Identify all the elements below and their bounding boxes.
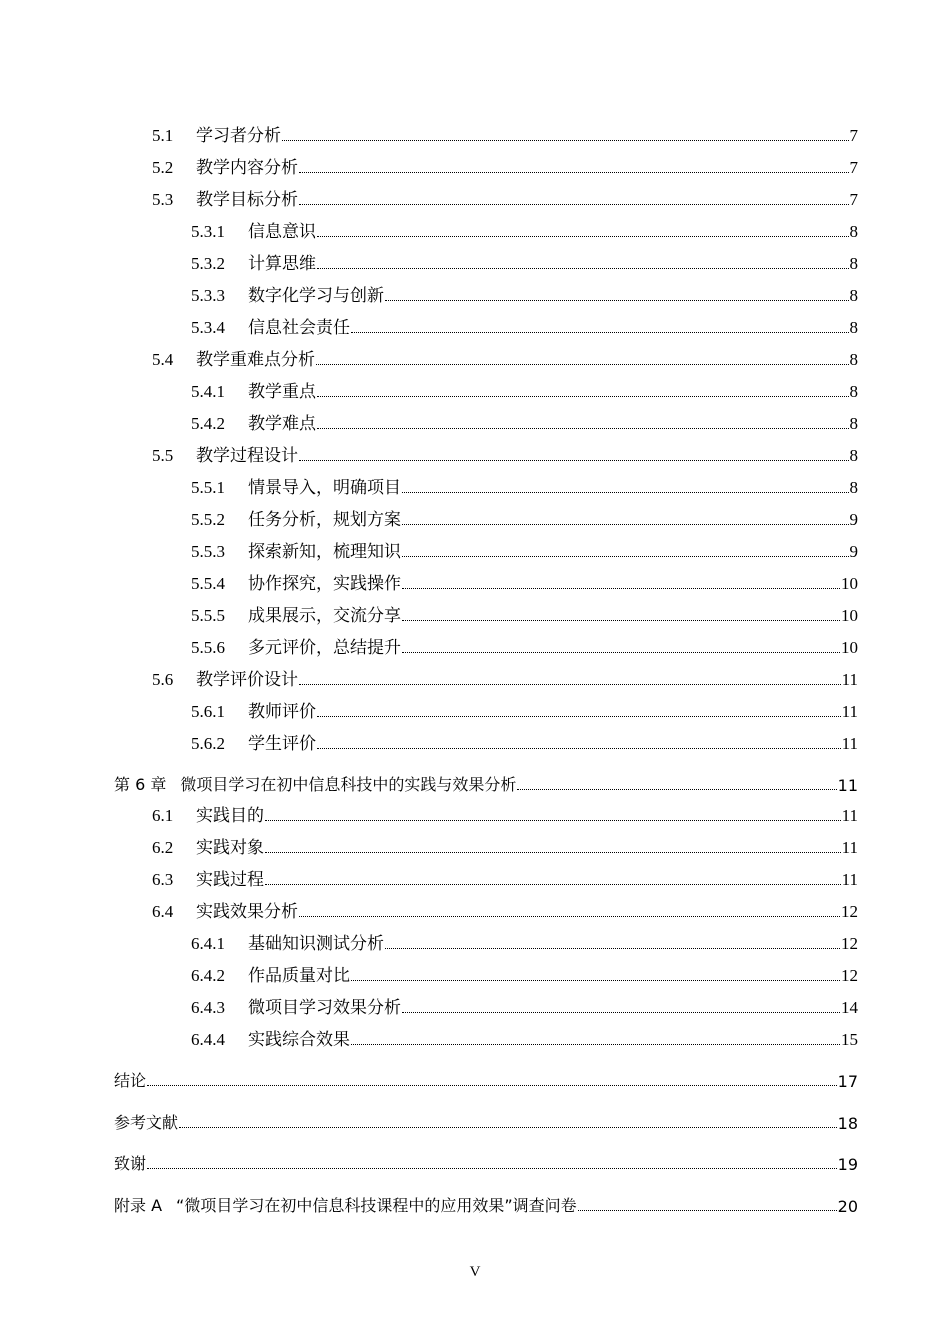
toc-entry[interactable] <box>0 248 950 274</box>
dot-leader <box>265 884 841 885</box>
toc-entry-page-number: 8 <box>849 446 858 465</box>
toc-entry-text <box>0 377 316 402</box>
toc-entry-text <box>0 153 298 178</box>
toc-entry-page-number: 11 <box>841 870 858 889</box>
toc-entry-number: 6.3 <box>152 870 174 889</box>
toc-entry[interactable] <box>0 1190 950 1216</box>
toc-entry[interactable] <box>0 696 950 722</box>
toc-entry-title: “微项目学习在初中信息科技课程中的应用效果”调查问卷 <box>176 1196 577 1215</box>
toc-entry[interactable] <box>0 992 950 1018</box>
toc-entry-text <box>0 313 350 338</box>
toc-entry-title: 实践对象 <box>196 838 264 857</box>
toc-entry-text <box>0 833 264 858</box>
dot-leader <box>317 716 841 717</box>
toc-entry-text <box>0 633 401 658</box>
toc-entry-number: 6.4.4 <box>191 1030 225 1049</box>
toc-entry-text <box>0 993 401 1018</box>
dot-leader <box>265 852 841 853</box>
toc-entry-page-number: 14 <box>841 998 858 1017</box>
toc-entry-number: 5.2 <box>152 158 174 177</box>
toc-entry-page-number: 7 <box>849 126 858 145</box>
toc-entry-title: 教学过程设计 <box>196 446 298 465</box>
dot-leader <box>402 588 840 589</box>
dot-leader <box>317 748 841 749</box>
toc-entry-text <box>0 345 315 370</box>
toc-entry-title: 致谢 <box>114 1154 147 1173</box>
toc-entry-text <box>0 961 350 986</box>
toc-entry-page-number: 8 <box>849 414 858 433</box>
toc-entry[interactable] <box>0 769 950 795</box>
toc-entry-title: 微项目学习效果分析 <box>248 998 401 1017</box>
dot-leader <box>147 1085 837 1086</box>
toc-entry[interactable] <box>0 216 950 242</box>
toc-entry-text <box>0 801 264 826</box>
toc-entry-number: 5.5.5 <box>191 606 225 625</box>
toc-entry-title: 学生评价 <box>248 734 316 753</box>
toc-entry[interactable] <box>0 800 950 826</box>
toc-entry[interactable] <box>0 664 950 690</box>
dot-leader <box>385 948 840 949</box>
dot-leader <box>578 1210 837 1211</box>
toc-entry-title: 数字化学习与创新 <box>248 286 384 305</box>
toc-entry-title: 教师评价 <box>248 702 316 721</box>
dot-leader <box>402 652 840 653</box>
toc-entry-number: 5.1 <box>152 126 174 145</box>
dot-leader <box>402 1012 840 1013</box>
toc-entry-number: 5.5.3 <box>191 542 225 561</box>
toc-entry[interactable] <box>0 864 950 890</box>
toc-entry[interactable] <box>0 568 950 594</box>
dot-leader <box>299 172 849 173</box>
toc-entry-number: 5.4 <box>152 350 174 369</box>
toc-entry-number: 5.3.4 <box>191 318 225 337</box>
dot-leader <box>316 364 849 365</box>
toc-entry-title: 教学重难点分析 <box>196 350 315 369</box>
toc-entry-number: 5.3 <box>152 190 174 209</box>
toc-entry-page-number: 9 <box>849 510 858 529</box>
toc-entry[interactable] <box>0 1024 950 1050</box>
toc-entry-number: 5.6 <box>152 670 174 689</box>
toc-entry-title: 教学重点 <box>248 382 316 401</box>
toc-entry-number: 5.3.3 <box>191 286 225 305</box>
toc-entry[interactable] <box>0 832 950 858</box>
toc-entry-text <box>0 409 316 434</box>
toc-entry-number: 第 6 章 <box>114 775 167 794</box>
toc-entry[interactable] <box>0 1065 950 1091</box>
toc-entry[interactable] <box>0 120 950 146</box>
toc-entry[interactable] <box>0 632 950 658</box>
toc-entry[interactable] <box>0 600 950 626</box>
toc-entry-title: 协作探究，实践操作 <box>248 574 401 593</box>
toc-entry-text <box>0 772 516 795</box>
dot-leader <box>179 1127 837 1128</box>
toc-entry[interactable] <box>0 344 950 370</box>
toc-entry-text <box>0 665 298 690</box>
dot-leader <box>317 396 849 397</box>
toc-entry-page-number: 8 <box>849 478 858 497</box>
toc-entry-text <box>0 865 264 890</box>
toc-entry[interactable] <box>0 280 950 306</box>
toc-entry[interactable] <box>0 896 950 922</box>
toc-entry[interactable] <box>0 728 950 754</box>
toc-entry[interactable] <box>0 376 950 402</box>
toc-entry-text <box>0 217 316 242</box>
toc-entry-number: 5.6.2 <box>191 734 225 753</box>
toc-entry-page-number: 11 <box>841 702 858 721</box>
toc-entry-title: 任务分析，规划方案 <box>248 510 401 529</box>
dot-leader <box>317 268 849 269</box>
toc-entry-page-number: 11 <box>841 670 858 689</box>
dot-leader <box>517 789 836 790</box>
dot-leader <box>402 524 849 525</box>
toc-entry-title: 教学内容分析 <box>196 158 298 177</box>
toc-entry-page-number: 8 <box>849 350 858 369</box>
toc-entry-page-number: 12 <box>841 934 858 953</box>
toc-entry-title: 微项目学习在初中信息科技中的实践与效果分析 <box>180 775 517 794</box>
toc-entry-page-number: 9 <box>849 542 858 561</box>
toc-entry-text <box>0 569 401 594</box>
toc-entry-page-number: 8 <box>849 286 858 305</box>
toc-entry-number: 6.4.2 <box>191 966 225 985</box>
toc-entry-number: 5.5 <box>152 446 174 465</box>
toc-entry-text <box>0 249 316 274</box>
toc-entry-title: 情景导入，明确项目 <box>248 478 401 497</box>
toc-entry-page-number: 12 <box>841 902 858 921</box>
toc-entry-title: 探索新知，梳理知识 <box>248 542 401 561</box>
dot-leader <box>317 236 849 237</box>
toc-entry[interactable] <box>0 184 950 210</box>
toc-entry-text <box>0 1068 146 1091</box>
dot-leader <box>351 980 840 981</box>
toc-entry[interactable] <box>0 504 950 530</box>
toc-entry-page-number: 11 <box>837 776 858 795</box>
toc-entry-page-number: 17 <box>837 1072 858 1091</box>
page-footer-number: V <box>469 1264 481 1280</box>
dot-leader <box>299 684 841 685</box>
toc-entry-number: 6.4 <box>152 902 174 921</box>
toc-entry[interactable] <box>0 440 950 466</box>
toc-entry-page-number: 11 <box>841 806 858 825</box>
toc-entry-text <box>0 473 401 498</box>
toc-entry-text <box>0 1151 146 1174</box>
toc-entry[interactable] <box>0 152 950 178</box>
toc-entry[interactable] <box>0 1107 950 1133</box>
toc-entry[interactable] <box>0 960 950 986</box>
toc-entry-text <box>0 185 298 210</box>
toc-entry-title: 实践综合效果 <box>248 1030 350 1049</box>
toc-entry-text <box>0 929 384 954</box>
toc-entry-text <box>0 729 316 754</box>
toc-entry-number: 6.2 <box>152 838 174 857</box>
toc-entry[interactable] <box>0 408 950 434</box>
dot-leader <box>299 460 849 461</box>
toc-entry-page-number: 8 <box>849 382 858 401</box>
toc-entry-text <box>0 1025 350 1050</box>
toc-entry-number: 5.3.2 <box>191 254 225 273</box>
dot-leader <box>317 428 849 429</box>
dot-leader <box>265 820 841 821</box>
toc-entry-number: 5.5.4 <box>191 574 225 593</box>
dot-leader <box>351 1044 840 1045</box>
toc-entry-text <box>0 537 401 562</box>
toc-entry-text <box>0 505 401 530</box>
toc-entry[interactable] <box>0 536 950 562</box>
toc-entry-number: 5.6.1 <box>191 702 225 721</box>
dot-leader <box>282 140 849 141</box>
toc-entry-text <box>0 601 401 626</box>
toc-entry-text <box>0 441 298 466</box>
toc-entry-text <box>0 697 316 722</box>
toc-entry-page-number: 12 <box>841 966 858 985</box>
toc-entry[interactable] <box>0 928 950 954</box>
dot-leader <box>351 332 849 333</box>
toc-entry-title: 学习者分析 <box>196 126 281 145</box>
toc-entry-page-number: 19 <box>837 1155 858 1174</box>
toc-entry[interactable] <box>0 472 950 498</box>
toc-entry-number: 5.5.1 <box>191 478 225 497</box>
toc-entry-title: 信息社会责任 <box>248 318 350 337</box>
toc-entry-text <box>0 1110 178 1133</box>
toc-entry[interactable] <box>0 1148 950 1174</box>
dot-leader <box>385 300 849 301</box>
toc-entry-number: 6.4.1 <box>191 934 225 953</box>
toc-entry-title: 结论 <box>114 1071 147 1090</box>
dot-leader <box>402 556 849 557</box>
toc-entry-number: 6.4.3 <box>191 998 225 1017</box>
dot-leader <box>402 492 849 493</box>
toc-entry-page-number: 8 <box>849 318 858 337</box>
toc-entry-page-number: 11 <box>841 838 858 857</box>
toc-entry-text <box>0 281 384 306</box>
toc-entry-page-number: 15 <box>841 1030 858 1049</box>
toc-entry-page-number: 10 <box>841 638 858 657</box>
toc-entry-page-number: 8 <box>849 254 858 273</box>
toc-entry-number: 5.3.1 <box>191 222 225 241</box>
toc-entry-page-number: 7 <box>849 190 858 209</box>
toc-entry-text <box>0 121 281 146</box>
toc-entry-title: 参考文献 <box>114 1113 179 1132</box>
toc-entry-page-number: 20 <box>837 1197 858 1216</box>
toc-entry-text <box>0 1193 577 1216</box>
toc-entry-title: 实践过程 <box>196 870 264 889</box>
toc-entry-title: 多元评价，总结提升 <box>248 638 401 657</box>
dot-leader <box>299 916 840 917</box>
toc-entry-title: 信息意识 <box>248 222 316 241</box>
toc-entry-page-number: 10 <box>841 574 858 593</box>
toc-entry-number: 5.4.1 <box>191 382 225 401</box>
toc-entry-page-number: 7 <box>849 158 858 177</box>
toc-entry-text <box>0 897 298 922</box>
toc-entry-title: 计算思维 <box>248 254 316 273</box>
toc-entry-number: 5.5.2 <box>191 510 225 529</box>
toc-entry-title: 教学难点 <box>248 414 316 433</box>
toc-entry-title: 作品质量对比 <box>248 966 350 985</box>
toc-entry-page-number: 10 <box>841 606 858 625</box>
toc-entry-title: 基础知识测试分析 <box>248 934 384 953</box>
toc-entry-page-number: 8 <box>849 222 858 241</box>
toc-entry-title: 实践目的 <box>196 806 264 825</box>
toc-entry-title: 教学目标分析 <box>196 190 298 209</box>
toc-entry-title: 成果展示，交流分享 <box>248 606 401 625</box>
toc-entry-page-number: 11 <box>841 734 858 753</box>
toc-entry-title: 教学评价设计 <box>196 670 298 689</box>
dot-leader <box>147 1168 837 1169</box>
toc-entry-page-number: 18 <box>837 1114 858 1133</box>
toc-entry-number: 5.5.6 <box>191 638 225 657</box>
toc-entry-number: 附录 A <box>114 1196 163 1215</box>
toc-entry[interactable] <box>0 312 950 338</box>
dot-leader <box>402 620 840 621</box>
toc-entry-title: 实践效果分析 <box>196 902 298 921</box>
dot-leader <box>299 204 849 205</box>
toc-entry-number: 6.1 <box>152 806 174 825</box>
toc-entry-number: 5.4.2 <box>191 414 225 433</box>
